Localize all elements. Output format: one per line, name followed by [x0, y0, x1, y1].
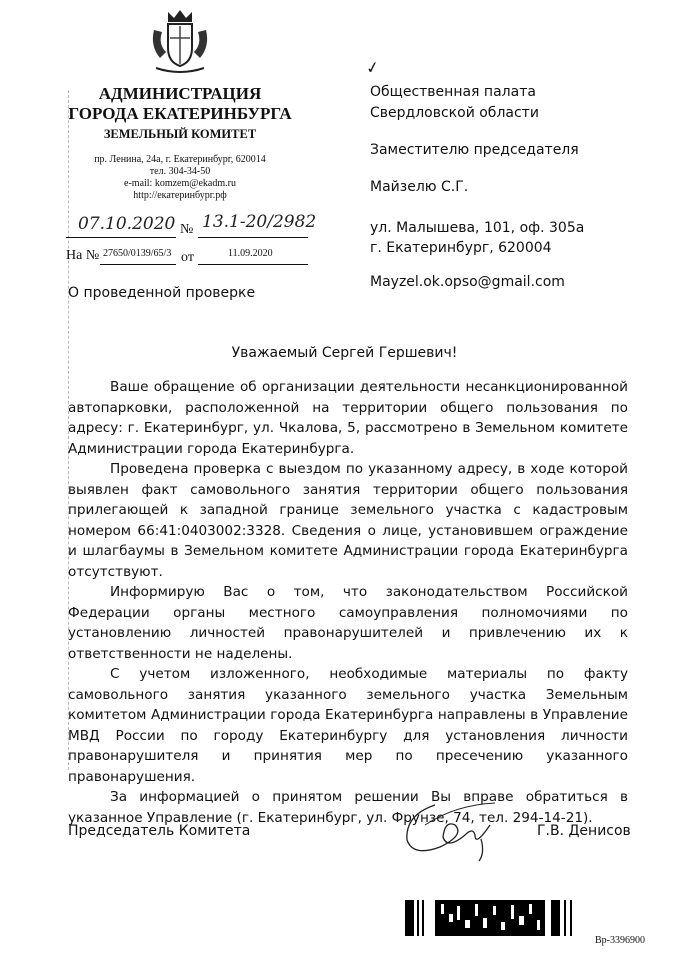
- reply-date-underline: [198, 264, 308, 265]
- sender-address: пр. Ленина, 24а, г. Екатеринбург, 620014: [94, 154, 266, 165]
- department-name: ЗЕМЕЛЬНЫЙ КОМИТЕТ: [103, 127, 257, 141]
- recipient-street: ул. Малышева, 101, оф. 305а: [370, 220, 585, 236]
- recipient-email: Mayzel.ok.opso@gmail.com: [370, 274, 565, 290]
- reply-label: На №: [66, 248, 100, 263]
- org-name-line1: АДМИНИСТРАЦИЯ: [98, 84, 262, 103]
- recipient-position: Заместителю председателя: [370, 142, 579, 158]
- date-underline: [66, 237, 176, 238]
- letter-body: [68, 377, 628, 828]
- body-paragraph: Проведена проверка с выездом по указанному адресу, в ходе которой выявлен факт самовольного занятия территории общего пользования прилегающей к западной границе земельного участка с кадастровым номером 66:41:0403002:3328. Сведения о лице, установившем ограждение и шлагбаумы в Земельном комитете Администрации города Екатеринбурга отсутствуют.: [68, 461, 628, 580]
- greeting: Уважаемый Сергей Гершевич!: [231, 345, 458, 361]
- subject: О проведенной проверке: [68, 285, 256, 301]
- recipient-name: Майзелю С.Г.: [370, 179, 469, 195]
- recipient-org-line1: Общественная палата: [370, 84, 536, 100]
- outgoing-date: 07.10.2020: [78, 214, 176, 234]
- number-label: №: [180, 222, 194, 237]
- sender-website: http://екатеринбург.рф: [133, 190, 227, 201]
- body-paragraph: Информирую Вас о том, что законодательством Российской Федерации органы местного самоуправления полномочиями по установлению личностей правонарушителей и привлечению их к ответственности не наделены.: [68, 584, 628, 662]
- reply-date: 11.09.2020: [228, 248, 273, 259]
- body-paragraph: С учетом изложенного, необходимые материалы по факту самовольного занятия указанного земельного участка Земельным комитетом Администрации города Екатеринбурга направлены в Управление МВД России по городу Екатеринбургу для установления личности правонарушителя и принятия мер по пресечению указанного правонарушения.: [68, 666, 628, 785]
- recipient-city: г. Екатеринбург, 620004: [370, 240, 552, 256]
- reply-number: 27650/0139/65/3: [103, 248, 172, 259]
- outgoing-number: 13.1-20/2982: [202, 212, 317, 232]
- check-mark: ✓: [364, 56, 381, 79]
- reply-number-underline: [100, 264, 176, 265]
- number-underline: [198, 237, 308, 238]
- recipient-org-line2: Свердловской области: [370, 105, 539, 121]
- sender-phone: тел. 304-34-50: [149, 166, 211, 177]
- signatory-position: Председатель Комитета: [68, 823, 251, 839]
- barcode-id: Вр-3396900: [595, 935, 645, 946]
- barcode: [405, 900, 587, 936]
- org-name-line2: ГОРОДА ЕКАТЕРИНБУРГА: [68, 104, 292, 123]
- body-paragraph: За информацией о принятом решении Вы вправе обратиться в указанное Управление (г. Екатеринбург, ул. Фрунзе, 74, тел. 294-14-21).: [68, 789, 628, 826]
- signatory-name: Г.В. Денисов: [537, 823, 631, 839]
- body-paragraph: Ваше обращение об организации деятельности несанкционированной автопарковки, расположенной на территории общего пользования по адресу: г. Екатеринбург, ул. Чкалова, 5, рассмотрено в Земельном комитете Администрации города Екатеринбурга.: [68, 379, 628, 457]
- handwritten-signature: [395, 795, 505, 865]
- sender-email: e-mail: komzem@ekadm.ru: [124, 178, 236, 189]
- coat-of-arms-icon: [148, 8, 212, 78]
- from-label: от: [181, 250, 194, 265]
